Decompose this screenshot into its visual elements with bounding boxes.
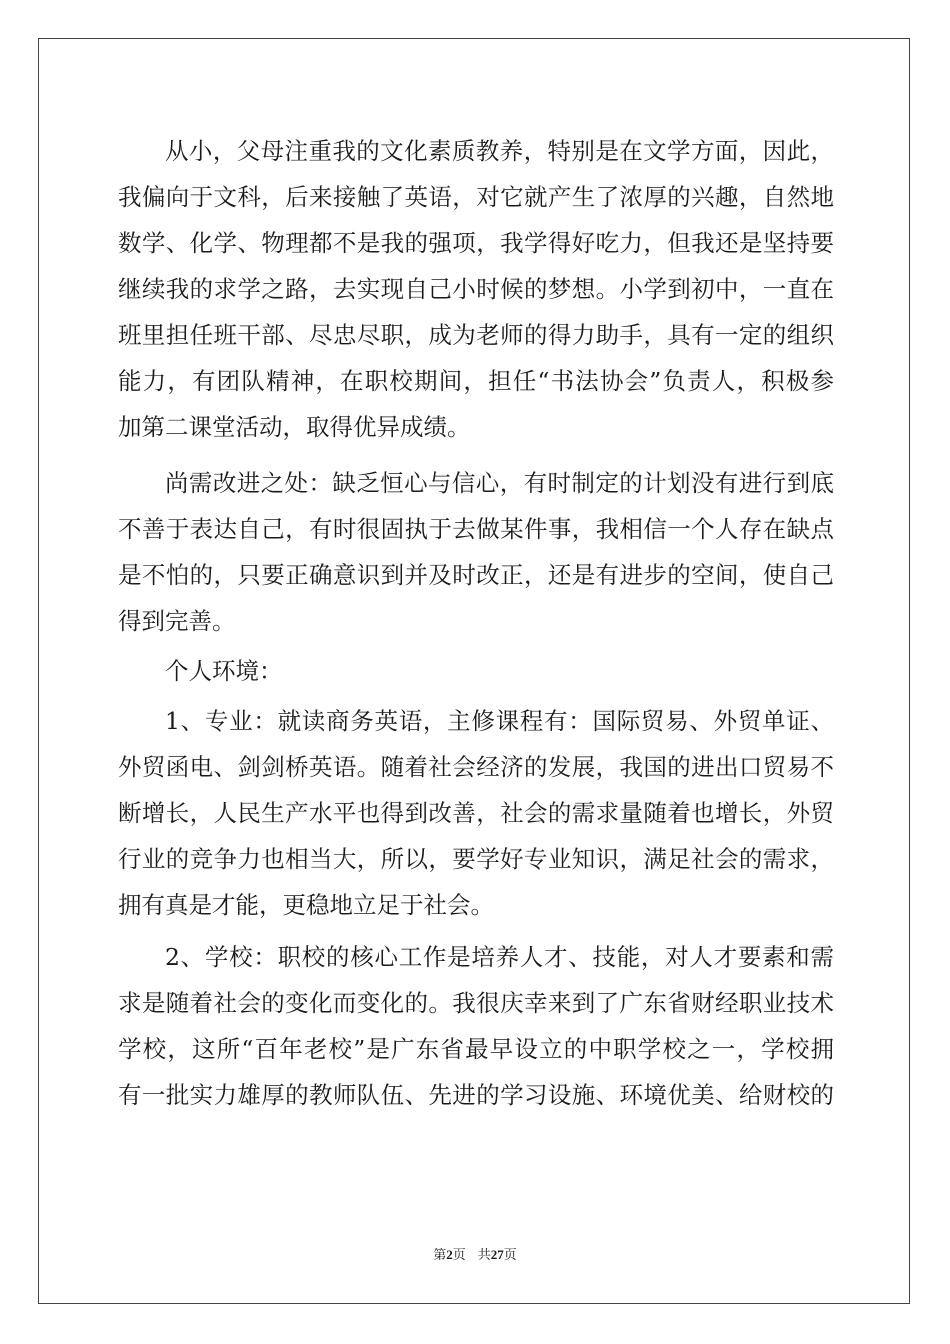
text-line: 外贸函电、剑剑桥英语。随着社会经济的发展，我国的进出口贸易不 — [118, 753, 834, 781]
page-footer — [0, 1246, 950, 1265]
text-line: 能力，有团队精神，在职校期间，担任“书法协会”负责人，积极参 — [118, 367, 834, 395]
text-line: 我偏向于文科，后来接触了英语，对它就产生了浓厚的兴趣，自然地 — [118, 183, 834, 211]
text-line: 加第二课堂活动，取得优异成绩。 — [118, 413, 471, 441]
text-line: 从小，父母注重我的文化素质教养，特别是在文学方面，因此， — [165, 137, 834, 165]
text-line: 2、学校：职校的核心工作是培养人才、技能，对人才要素和需 — [165, 943, 834, 971]
text-line: 拥有真是才能，更稳地立足于社会。 — [118, 891, 494, 919]
text-line: 有一批实力雄厚的教师队伍、先进的学习设施、环境优美、给财校的 — [118, 1081, 834, 1109]
section-heading: 个人环境： — [165, 657, 283, 685]
text-line: 尚需改进之处：缺乏恒心与信心，有时制定的计划没有进行到底 — [165, 469, 834, 497]
text-line: 班里担任班干部、尽忠尽职，成为老师的得力助手，具有一定的组织 — [118, 321, 834, 349]
text-line: 是不怕的，只要正确意识到并及时改正，还是有进步的空间，使自己 — [118, 561, 834, 589]
text-line: 数学、化学、物理都不是我的强项，我学得好吃力，但我还是坚持要 — [118, 229, 834, 257]
page-number: 第2页 — [433, 1247, 466, 1263]
text-line: 得到完善。 — [118, 607, 236, 635]
text-line: 行业的竞争力也相当大，所以，要学好专业知识，满足社会的需求， — [118, 845, 834, 873]
page-total: 共27页 — [477, 1247, 517, 1263]
text-line: 求是随着社会的变化而变化的。我很庆幸来到了广东省财经职业技术 — [118, 989, 834, 1017]
text-line: 1、专业：就读商务英语，主修课程有：国际贸易、外贸单证、 — [165, 707, 834, 735]
text-line: 不善于表达自己，有时很固执于去做某件事，我相信一个人存在缺点 — [118, 515, 834, 543]
text-line: 学校，这所“百年老校”是广东省最早设立的中职学校之一，学校拥 — [118, 1035, 834, 1063]
text-line: 继续我的求学之路，去实现自己小时候的梦想。小学到初中，一直在 — [118, 275, 834, 303]
text-line: 断增长，人民生产水平也得到改善，社会的需求量随着也增长，外贸 — [118, 799, 834, 827]
